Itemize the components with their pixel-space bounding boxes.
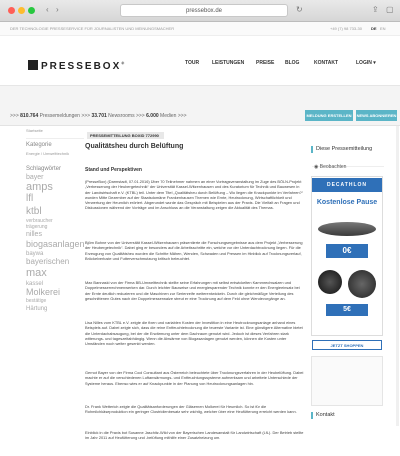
address-bar[interactable]: pressebox.de bbox=[120, 4, 288, 17]
ad-price-tag: 5€ bbox=[326, 304, 368, 316]
close-window-icon[interactable] bbox=[8, 7, 15, 14]
contact-heading: Kontakt bbox=[311, 412, 383, 419]
create-release-button[interactable]: MELDUNG ERSTELLEN bbox=[305, 110, 353, 121]
tag-link[interactable]: kassel bbox=[26, 281, 44, 287]
ad-shop-button[interactable]: JETZT SHOPPEN bbox=[312, 340, 382, 350]
nav-tour[interactable]: TOUR bbox=[185, 60, 200, 66]
ad-product-image bbox=[348, 270, 376, 298]
follow-button[interactable] bbox=[314, 164, 346, 170]
tag-link[interactable]: verbraucher bbox=[26, 218, 53, 224]
stats-arrow: >>> bbox=[135, 113, 145, 119]
tag-link[interactable]: amps bbox=[26, 181, 53, 193]
article-paragraph: Lisa Nilles vom KTBL e.V. zeigte die fixen und variablen Kosten der Investition in eine Heutrocknungsanlage anhand eines Beispiels auf. Dabei zeigte sich, dass die reine Entfeuchtetrocknung die teuerste Variante ist. Eine günstigere Alternative bietet die Unterdachabsaugung, bei der die Erwärmung unter dem Dachraum genutzt wird. Jedoch ist dieses Verfahren stark witterungs- und tageszeitabhängig. Wenn die Abwärme von Biogasanlagen genutzt werden, können die Kosten unter Umständen noch weiter gesenkt werden. bbox=[85, 320, 303, 347]
chevron-down-icon: ▾ bbox=[373, 60, 376, 66]
stats-text bbox=[10, 113, 187, 119]
tag-link[interactable]: Molkerei bbox=[26, 287, 61, 297]
logo-mark-icon bbox=[28, 60, 38, 70]
ad-product-image bbox=[318, 222, 376, 236]
tag-link[interactable]: ktbl bbox=[26, 206, 42, 217]
back-icon[interactable]: ‹ bbox=[46, 5, 49, 14]
press-release-count: 810.764 bbox=[20, 113, 39, 119]
share-box-title: Diese Pressemitteilung bbox=[311, 146, 383, 153]
article-paragraph: Dr. Frank Wetterich zeigte die Qualitätsanforderungen der Gläsernen Molkerei für Heumilch. So ist für die Rohmilchkäseproduktion ein geringer Clostridienbesatz sehr wichtig, welcher über eine Heufütterung erreicht werden kann. bbox=[85, 404, 297, 415]
tag-link[interactable]: max bbox=[26, 267, 47, 279]
tabs-icon[interactable]: ▢ bbox=[386, 5, 394, 14]
tag-link[interactable]: biogasanlagen bbox=[26, 239, 85, 249]
tag-link[interactable]: lfl bbox=[26, 193, 34, 204]
article-paragraph: Max Bannaski von der Firma BB-Umwelttechnik stellte seine Erfahrungen mit selbst entwickelten Kammrechwalzen und Doppelmesserrechmenwerken dar. Durch leichter Bauweise und energiesparender Technik konnte er den Energieeinsatz bei der Ernte deutlich reduzieren und die Maschinen zur Serienreife weiterentwickeln. Durch die gleichmäßige Verteilung des geschnittenen Gutes nach der Doppelmesserwalze streut er eine Trocknung auf dem Feld ohne Wendevorgänge an. bbox=[85, 280, 300, 301]
minimize-window-icon[interactable] bbox=[18, 7, 25, 14]
tag-link[interactable]: trägerung bbox=[26, 224, 48, 230]
breadcrumb-home[interactable]: Startseite bbox=[26, 128, 43, 133]
article-subtitle: Stand und Perspektiven bbox=[85, 167, 142, 173]
category-link[interactable]: Energie / Umwelttechnik bbox=[26, 151, 70, 156]
tagline: DER TECHNOLOGIE PRESSESERVICE FÜR JOURNALISTEN UND MEINUNGSMACHER bbox=[10, 26, 175, 31]
ad-product-image bbox=[318, 270, 342, 294]
ad-brand-logo: DECATHLON bbox=[312, 178, 382, 192]
article-paragraph: Björn Bohne von der Universität Kassel-Witzenhausen präsentierte die Forschungsergebnisse aus dem Projekt „Verbesserung der Heubergetechnik“. Dabei ging er besonders auf die Arbeitsschritte ein, welche vor der Unterdachtrocknung liegen. Für die Erzeugung von Qualitätsheu wurden die Schritte Mähen, Wenden, Schwaden und Pressen im Hinblick auf Trocknungsverlauf, Bröckelverluste und Futterverschmutzung kritisch beleuchtet. bbox=[85, 240, 303, 261]
reload-icon[interactable]: ↻ bbox=[296, 5, 303, 14]
share-icon[interactable]: ⇪ bbox=[372, 5, 379, 14]
ad-slot bbox=[311, 356, 383, 406]
newsroom-label: Newsrooms bbox=[108, 113, 135, 119]
tag-link[interactable]: bayerischen bbox=[26, 257, 70, 266]
article-paragraph: (PresseBox) (Darmstadt, 07.01.2016) Über 70 Teilnehmer nahmen an einer Vortragsveranstaltung im Zuge des BÖLN-Projekt „Verbesserung der Heubergetechnik“ der Universität Kassel-Witzenhausen und des Kuratorium für Technik und Bauwesen in der Landwirtschaft e.V. (KTBL) teil. Unter dem Titel „Qualitätsheu durch Belüftung – Wo liegen die Knackpunkte im Verfahren?“ wurden Mitte Dezember auf der Staatsdomäne Frankenhausen Themen wie Ernte, Heutrocknung, Wirtschaftlichkeit und Verwertung der Heumilch erörtert. Abgerundet wurde das Gespräch mit Beispielen aus der Praxis. Die Vielfalt an Fragen und Diskussionen während der Vorträge und im Anschluss an die Veranstaltung zeigen die Aktualität des Themas. bbox=[85, 179, 303, 211]
nav-preise[interactable]: PREISE bbox=[256, 60, 275, 66]
stats-arrow: >>> bbox=[81, 113, 91, 119]
keywords-heading: Schlagwörter bbox=[26, 166, 62, 172]
lang-en[interactable]: EN bbox=[380, 26, 386, 31]
browser-toolbar bbox=[0, 0, 400, 22]
press-release-label: Pressemeldungen bbox=[39, 113, 80, 119]
follow-label: Beobachten bbox=[319, 164, 347, 170]
maximize-window-icon[interactable] bbox=[28, 7, 35, 14]
login-button[interactable] bbox=[356, 60, 376, 66]
top-info-bar bbox=[0, 22, 400, 36]
page-scrollbar[interactable] bbox=[396, 126, 399, 426]
tag-link[interactable]: bayer bbox=[26, 174, 44, 181]
article-paragraph: Gernot Bayer von der Firma Cool Consultant aus Österreich beleuchtete über Trocknungsverfahren in der Heubelüftung. Dabei machte er auf die verschiedenen Luftanwärmungs- und Entfeuchtungssysteme aufmerksam und arbeitete Unterschiede der Systeme heraus. Ebenso wies er auf Knackpunkte in der Planung von Heutrocknungsanlagen hin. bbox=[85, 370, 304, 386]
stats-arrow: >>> bbox=[10, 113, 19, 119]
divider bbox=[26, 138, 84, 139]
stats-arrow: >>> bbox=[177, 113, 187, 119]
nav-blog[interactable]: BLOG bbox=[285, 60, 300, 66]
tag-link[interactable]: Härtung bbox=[26, 306, 48, 312]
nav-leistungen[interactable]: LEISTUNGEN bbox=[212, 60, 245, 66]
article-paragraph: Einblick in die Praxis bot Susanne Jaschitz-Wild von der Bayerischen Landesanstalt für Landwirtschaft (LfL). Der Betrieb stellte im Jahr 2011 auf Heufütterung und -belüftung mithilfe einer Zusatzheizung um. bbox=[85, 430, 304, 441]
media-count: 6.000 bbox=[146, 113, 159, 119]
ad-headline: Kostenlose Pause bbox=[316, 199, 378, 206]
tag-link[interactable]: bestätige bbox=[26, 298, 47, 304]
logo-text: PRESSEBOX bbox=[41, 61, 122, 72]
forward-icon[interactable]: › bbox=[56, 5, 59, 14]
site-logo[interactable]: PRESSEBOX® bbox=[28, 60, 126, 72]
article-title: Qualitätsheu durch Belüftung bbox=[85, 143, 184, 150]
lang-de[interactable]: DE bbox=[371, 26, 377, 31]
tag-link[interactable]: nilles bbox=[26, 231, 42, 238]
ad-price-tag: 0€ bbox=[326, 244, 368, 258]
nav-kontakt[interactable]: KONTAKT bbox=[314, 60, 339, 66]
eye-icon: ◉ bbox=[314, 164, 319, 170]
phone-number[interactable]: +49 (7) 98 733-30 bbox=[330, 26, 362, 31]
tag-link[interactable]: baywa bbox=[26, 251, 44, 257]
login-label: LOGIN bbox=[356, 60, 372, 66]
category-heading: Kategorie bbox=[26, 142, 52, 148]
boxid-badge: PRESSEMITTEILUNG BOXID 772990 bbox=[87, 132, 164, 139]
newsroom-count: 33.701 bbox=[91, 113, 107, 119]
media-label: Medien bbox=[160, 113, 177, 119]
subscribe-news-button[interactable]: NEWS ABONNIEREN bbox=[356, 110, 397, 121]
